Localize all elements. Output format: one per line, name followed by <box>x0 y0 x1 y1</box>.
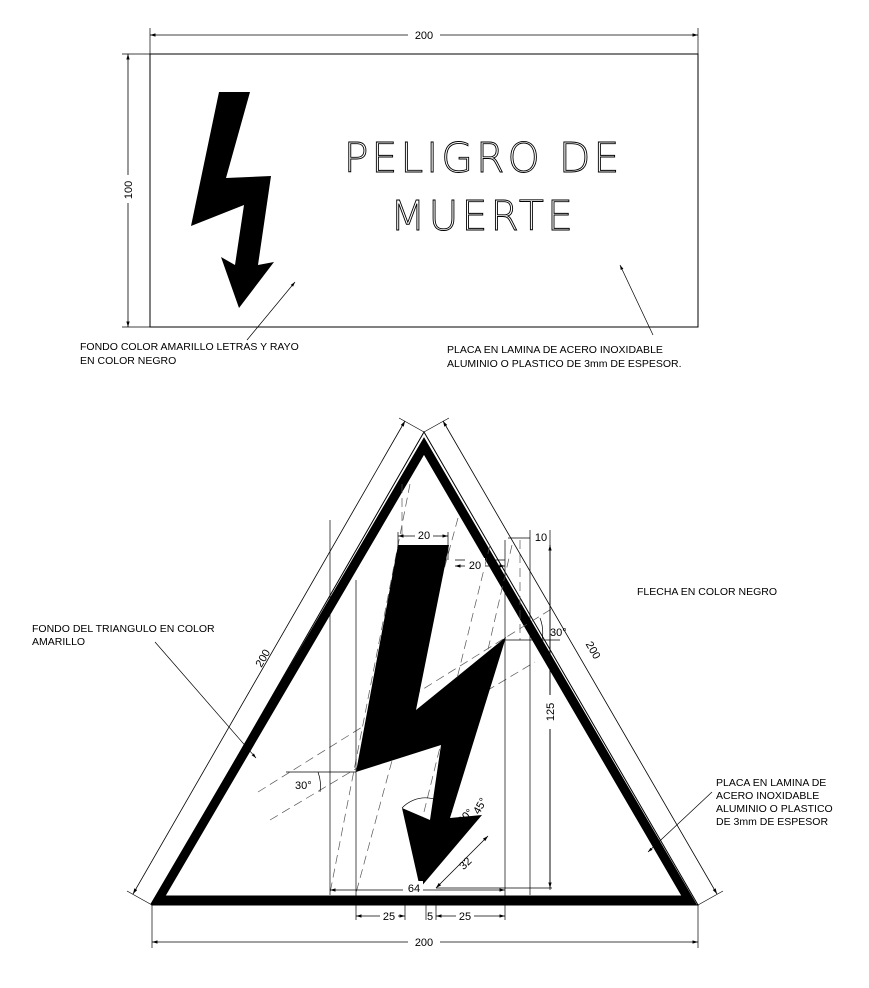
dim-offset: 20 <box>468 560 482 572</box>
plate-note-right-2: ALUMINIO O PLASTICO DE 3mm DE ESPESOR. <box>447 358 682 370</box>
angle-tip-45: 45° <box>471 796 490 817</box>
note-background-2: AMARILLO <box>32 636 86 648</box>
dim-arrow: 32 <box>457 855 475 873</box>
angle-left: 30° <box>295 780 312 792</box>
note-plate-1: PLACA EN LAMINA DE <box>716 777 827 789</box>
dim-bolt-top: 20 <box>417 530 431 542</box>
dim-right: 10 <box>534 532 548 544</box>
dim-bottom-width: 64 <box>407 883 421 895</box>
plate-note-left-1: FONDO COLOR AMARILLO LETRAS Y RAYO <box>80 341 299 353</box>
dim-height: 125 <box>545 702 557 722</box>
note-background-1: FONDO DEL TRIANGULO EN COLOR <box>32 623 215 635</box>
angle-tip-90: 90° <box>455 806 476 828</box>
dim-base-right: 25 <box>458 911 472 923</box>
plate-width-dim: 200 <box>414 30 434 42</box>
dim-base: 200 <box>414 937 434 949</box>
note-plate-2: ACERO INOXIDABLE <box>716 790 820 802</box>
dim-side-right: 200 <box>582 639 603 662</box>
plate-title-line1: PELIGRO DE <box>343 134 623 182</box>
warning-triangle <box>32 418 833 949</box>
angle-right: 30° <box>550 627 567 639</box>
dim-side-left: 200 <box>253 647 274 670</box>
note-plate-3: ALUMINIO O PLASTICO <box>716 803 833 815</box>
plate-height-dim: 100 <box>123 180 135 200</box>
note-arrow: FLECHA EN COLOR NEGRO <box>637 586 778 598</box>
dim-base-left: 25 <box>382 911 396 923</box>
plate-note-left-2: EN COLOR NEGRO <box>80 355 177 367</box>
warning-plate <box>80 28 698 370</box>
triangle-lightning-bolt <box>356 545 506 888</box>
plate-note-right-1: PLACA EN LAMINA DE ACERO INOXIDABLE <box>447 344 663 356</box>
dim-base-mid: 5 <box>426 911 434 923</box>
note-plate-4: DE 3mm DE ESPESOR <box>716 816 829 828</box>
plate-title-line2: MUERTE <box>390 192 576 240</box>
